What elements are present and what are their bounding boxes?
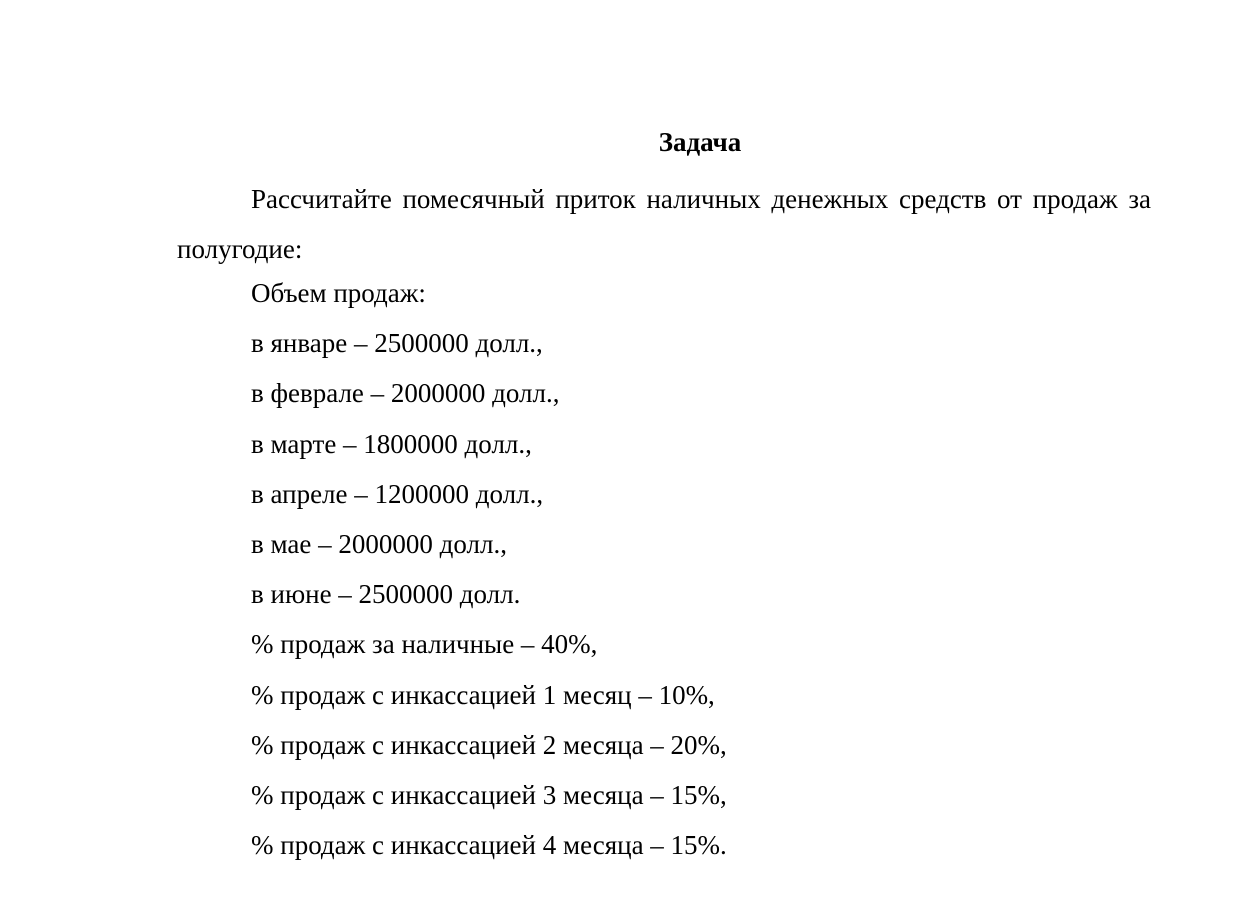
task-title: Задача [658, 127, 742, 157]
sales-march: в марте – 1800000 долл., [251, 428, 532, 459]
sales-february: в феврале – 2000000 долл., [251, 378, 560, 409]
collection-3-months-percent: % продаж с инкассацией 3 месяца – 15%, [251, 779, 727, 810]
collection-2-months-percent: % продаж с инкассацией 2 месяца – 20%, [251, 729, 727, 760]
sales-april: в апреле – 1200000 долл., [251, 478, 544, 509]
cash-sales-percent: % продаж за наличные – 40%, [251, 629, 598, 660]
collection-4-months-percent: % продаж с инкассацией 4 месяца – 15%. [251, 830, 727, 861]
task-data-list [251, 275, 1151, 877]
task-intro-paragraph: Рассчитайте помесячный приток наличных денежных средств от продаж за полугодие: [177, 184, 1151, 264]
sales-may: в мае – 2000000 долл., [251, 528, 507, 559]
sales-volume-heading: Объем продаж: [251, 278, 426, 308]
sales-june: в июне – 2500000 долл. [251, 579, 521, 610]
collection-1-month-percent: % продаж с инкассацией 1 месяц – 10%, [251, 679, 715, 710]
sales-january: в январе – 2500000 долл., [251, 328, 543, 359]
